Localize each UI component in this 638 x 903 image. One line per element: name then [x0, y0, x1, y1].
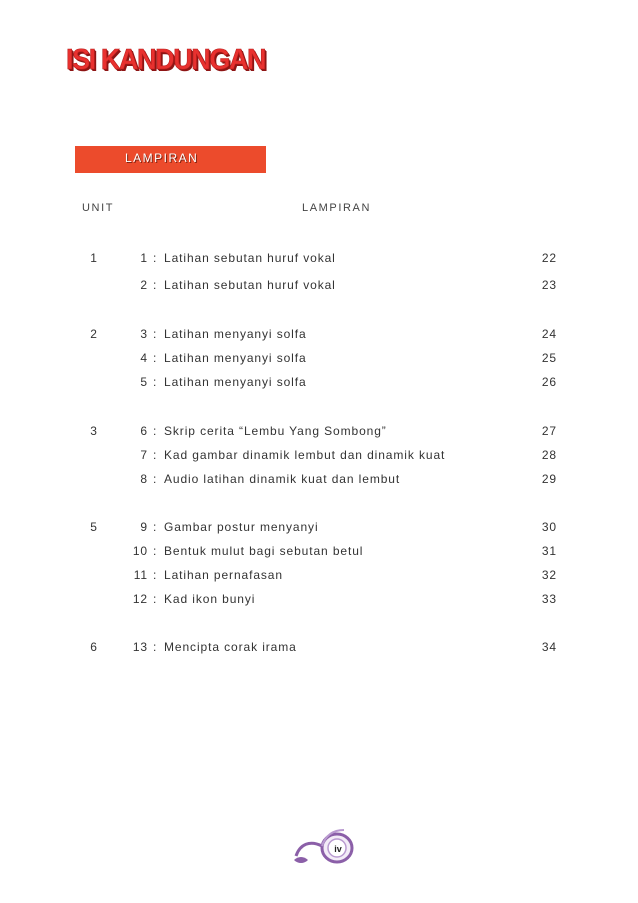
lampiran-title: Gambar postur menyanyi: [164, 520, 319, 534]
lampiran-title: Audio latihan dinamik kuat dan lembut: [164, 472, 401, 486]
table-row: [0, 251, 638, 269]
unit-number: 1: [90, 251, 98, 265]
table-row: [0, 375, 638, 393]
lampiran-number: 1: [140, 251, 148, 265]
separator: :: [153, 568, 158, 582]
separator: :: [153, 251, 158, 265]
page-number: 27: [541, 424, 557, 438]
table-row: [0, 448, 638, 466]
separator: :: [153, 640, 158, 654]
lampiran-title: Latihan pernafasan: [164, 568, 283, 582]
page-number: 22: [541, 251, 557, 265]
separator: :: [153, 520, 158, 534]
lampiran-title: Mencipta corak irama: [164, 640, 297, 654]
lampiran-number: 4: [140, 351, 148, 365]
section-banner: [75, 146, 266, 173]
lampiran-title: Bentuk mulut bagi sebutan betul: [164, 544, 364, 558]
lampiran-title: Latihan sebutan huruf vokal: [164, 278, 336, 292]
table-row: [0, 640, 638, 658]
lampiran-number: 11: [133, 568, 148, 582]
separator: :: [153, 448, 158, 462]
unit-number: 2: [90, 327, 98, 341]
lampiran-number: 10: [132, 544, 148, 558]
page-number: 32: [541, 568, 557, 582]
table-row: [0, 520, 638, 538]
page-number: 33: [541, 592, 557, 606]
table-row: [0, 472, 638, 490]
table-row: [0, 568, 638, 586]
separator: :: [153, 351, 158, 365]
french-horn-icon: [292, 826, 356, 866]
unit-number: 6: [90, 640, 98, 654]
lampiran-number: 7: [140, 448, 148, 462]
separator: :: [153, 327, 158, 341]
table-row: [0, 544, 638, 562]
separator: :: [153, 472, 158, 486]
page-number: 23: [541, 278, 557, 292]
unit-number: 3: [90, 424, 98, 438]
column-header-lampiran: LAMPIRAN: [302, 202, 372, 214]
page-number: 31: [541, 544, 557, 558]
table-row: [0, 278, 638, 296]
page-number: 28: [541, 448, 557, 462]
page-number: 26: [541, 375, 557, 389]
unit-number: 5: [90, 520, 98, 534]
lampiran-title: Latihan menyanyi solfa: [164, 351, 307, 365]
lampiran-title: Skrip cerita “Lembu Yang Sombong”: [164, 424, 387, 438]
lampiran-title: Latihan sebutan huruf vokal: [164, 251, 336, 265]
lampiran-number: 9: [140, 520, 148, 534]
page-title: ISI KANDUNGAN: [66, 44, 266, 76]
page-number: 30: [541, 520, 557, 534]
table-row: [0, 351, 638, 369]
page-number: 29: [541, 472, 557, 486]
separator: :: [153, 544, 158, 558]
separator: :: [153, 375, 158, 389]
lampiran-title: Kad ikon bunyi: [164, 592, 256, 606]
page-number: 34: [541, 640, 557, 654]
lampiran-title: Latihan menyanyi solfa: [164, 327, 307, 341]
separator: :: [153, 278, 158, 292]
separator: :: [153, 592, 158, 606]
column-header-unit: UNIT: [82, 202, 115, 214]
section-banner-label: LAMPIRAN: [125, 151, 199, 165]
lampiran-number: 5: [140, 375, 148, 389]
lampiran-number: 3: [140, 327, 148, 341]
table-row: [0, 424, 638, 442]
page-number: 24: [541, 327, 557, 341]
separator: :: [153, 424, 158, 438]
footer-page-number: iv: [334, 844, 342, 854]
page-number: 25: [541, 351, 557, 365]
lampiran-title: Latihan menyanyi solfa: [164, 375, 307, 389]
lampiran-number: 6: [140, 424, 148, 438]
table-row: [0, 592, 638, 610]
lampiran-title: Kad gambar dinamik lembut dan dinamik kuat: [164, 448, 446, 462]
lampiran-number: 13: [132, 640, 148, 654]
table-row: [0, 327, 638, 345]
lampiran-number: 8: [140, 472, 148, 486]
lampiran-number: 12: [132, 592, 148, 606]
lampiran-number: 2: [140, 278, 148, 292]
